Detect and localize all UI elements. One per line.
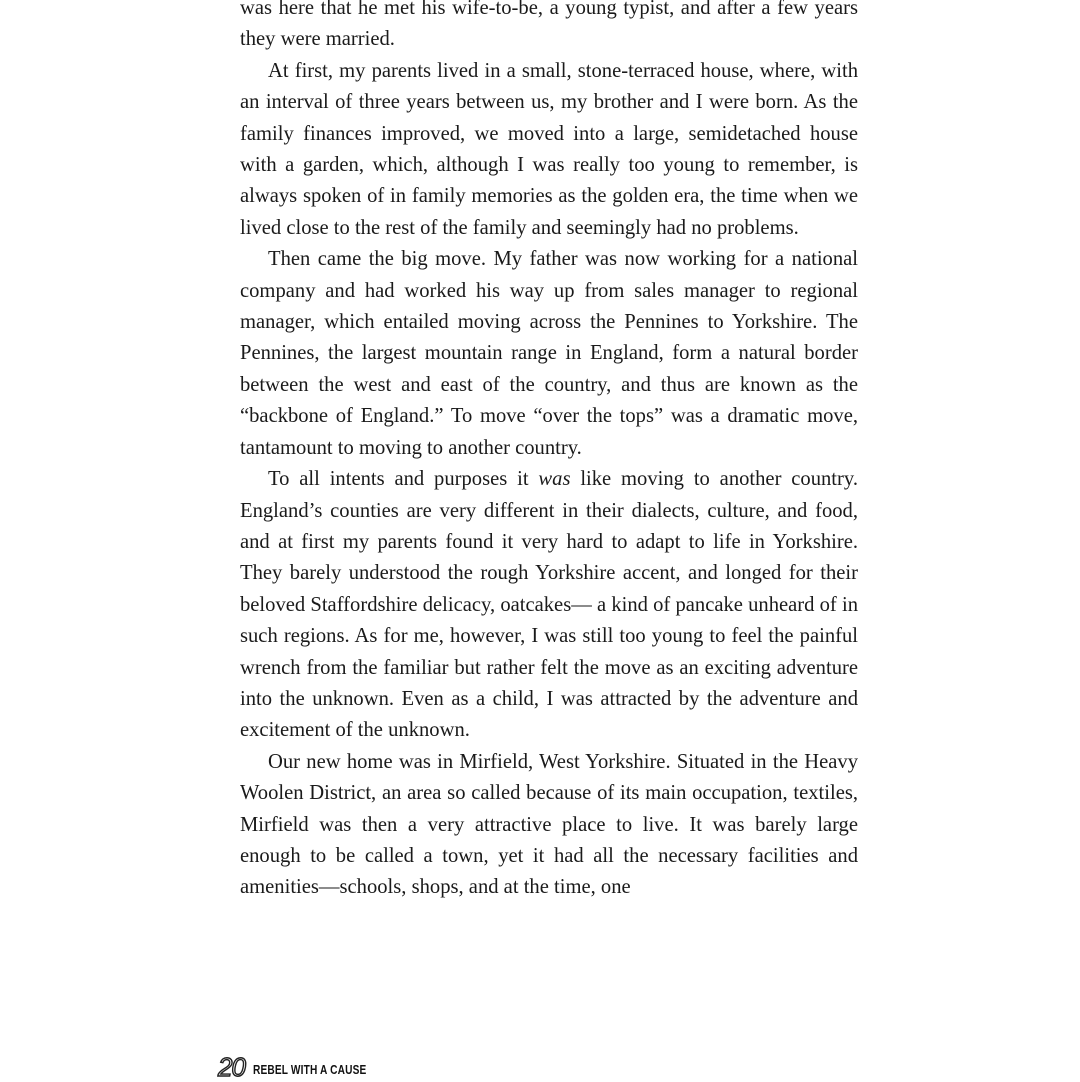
paragraph-another-country <box>240 464 858 747</box>
running-head: REBEL WITH A CAUSE <box>252 1062 367 1077</box>
paragraph-continuation: was here that he met his wife-to-be, a young typist, and after a few years they were married. <box>240 0 858 51</box>
page-footer <box>218 1054 398 1080</box>
paragraph-mirfield: Our new home was in Mirfield, West Yorkshire. Situated in the Heavy Woolen District, an area so called because of its main occupation, textiles, Mirfield was then a very attractive place to live. It was barely large enough to be called a town, yet it had all the necessary facilities and amenities—schools, shops, and at the time, one <box>240 750 858 899</box>
paragraph-parents-house: At first, my parents lived in a small, stone-terraced house, where, with an interval of three years between us, my brother and I were born. As the family finances improved, we moved into a large, semidetached house with a garden, which, although I was really too young to remember, is always spoken of in family memories as the golden era, the time when we lived close to the rest of the family and seemingly had no problems. <box>240 59 858 239</box>
paragraph-big-move: Then came the big move. My father was now working for a national company and had worked his way up from sales manager to regional manager, which entailed moving across the Pennines to Yorkshire. The Pennines, the largest mountain range in England, form a natural border between the west and east of the country, and thus are known as the “backbone of England.” To move “over the tops” was a dramatic move, tantamount to moving to another country. <box>240 248 858 459</box>
body-text <box>240 0 858 904</box>
emphasis-was: was <box>538 468 571 491</box>
page-number: 20 <box>218 1052 245 1082</box>
paragraph-text-after: like moving to another country. England’s counties are very different in their dialects, culture, and food, and at first my parents found it very hard to adapt to life in Yorkshire. They barely understood the rough Yorkshire accent, and longed for their beloved Staffordshire delicacy, oatcakes— a kind of pancake unheard of in such regions. As for me, however, I was still too young to feel the painful wrench from the familiar but rather felt the move as an exciting adventure into the unknown. Even as a child, I was attracted by the adventure and excitement of the unknown. <box>240 468 858 742</box>
paragraph-text-before: To all intents and purposes it <box>268 468 539 491</box>
